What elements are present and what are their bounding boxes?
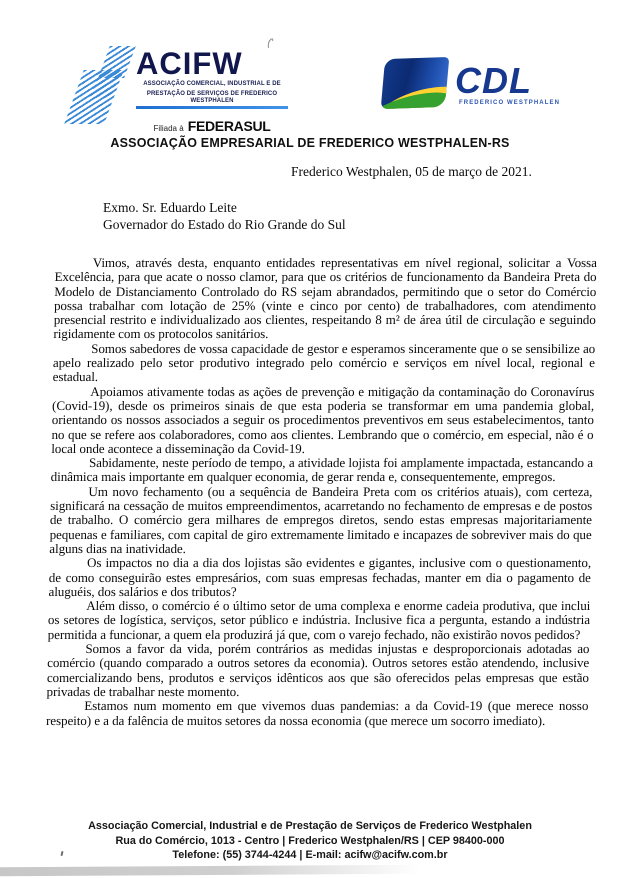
- acifw-text-block: [136, 45, 296, 136]
- cdl-text-block: [455, 60, 561, 106]
- acifw-wordmark: ACIFW: [136, 45, 243, 82]
- addressee-name: Exmo. Sr. Eduardo Leite: [103, 200, 237, 215]
- letter-body: [46, 256, 597, 728]
- letter-paragraph: Somos a favor da vida, porém contrários as medidas injustas e desproporcionais adotadas ao comércio (quando comparado a outros setores da economia). Outros setores estão atendendo, inclusive comercializando bens, produtos e serviços idênticos aos que são oferecidos pelas empresas que estão privadas de trabalhar neste momento.: [46, 641, 590, 699]
- cdl-logo: [383, 56, 563, 122]
- scan-smudge: [266, 37, 275, 55]
- letter-org-title: ASSOCIAÇÃO EMPRESARIAL DE FREDERICO WESTPHALEN-RS: [110, 136, 510, 150]
- letter-paragraph: Sabidamente, neste período de tempo, a atividade lojista foi amplamente impactada, estancando a dinâmica mais importante em qualquer economia, de gerar renda e, consequentemente, empregos.: [50, 455, 594, 485]
- cdl-city-label: FREDERICO WESTPHALEN: [459, 100, 561, 106]
- footer-contact-line: Telefone: (55) 3744-4244 | E-mail: acifw@acifw.com.br: [172, 849, 448, 862]
- acifw-affiliation-prefix: Filiada à: [153, 124, 184, 133]
- letter-paragraph: Somos sabedores de vossa capacidade de gestor e esperamos sinceramente que o se sensibilize ao apelo realizado pelo setor produtivo integrado pelo comércio e serviços em nível local, regional e estadual.: [52, 340, 596, 385]
- letter-paragraph: Os impactos no dia a dia dos lojistas são evidentes e gigantes, inclusive com o questionamento, de como conseguirão estes empresários, com suas empresas fechadas, manter em dia o pagamento de aluguéis, dos salários e dos tributos?: [48, 555, 592, 599]
- letter-paragraph: Estamos num momento em que vivemos duas pandemias: a da Covid-19 (que merece nosso respeito) e a da falência de muitos setores da nossa economia (que merece um socorro imediato).: [45, 698, 589, 728]
- cdl-wordmark: CDL: [455, 60, 532, 101]
- letter-paragraph: Apoiamos ativamente todas as ações de prevenção e mitigação da contaminação do Coronavírus (Covid-19), desde os primeiros sinais de que esta poderia se transformar em uma pandemia global, orientando os nossos associados a seguir os procedimentos preventivos em seus estabelecimentos, tanto no que se refere aos colaboradores, como aos clientes. Lembrando que o comércio, em especial, não é o local onde acontece a disseminação da Covid-19.: [51, 383, 595, 456]
- footer-org-line: Associação Comercial, Industrial e de Prestação de Serviços de Frederico Westphalen: [88, 820, 532, 832]
- scan-band-artifact: [0, 865, 420, 877]
- acifw-affiliation: [136, 118, 288, 136]
- footer-address-line: Rua do Comércio, 1013 - Centro | Frederico Westphalen/RS | CEP 98400-000: [115, 834, 505, 847]
- letter-dateline: Frederico Westphalen, 05 de março de 2021.: [291, 164, 532, 179]
- letter-footer: [0, 819, 620, 863]
- acifw-subtitle-underline: [136, 106, 288, 109]
- letter-paragraph: Vimos, através desta, enquanto entidades representativas em nível regional, solicitar a Vossa Excelência, para que acate o nosso clamor, para que os critérios de funcionamento da Bandeira Preta do Modelo de Distanciamento Controlado do RS sejam abrandados, permitindo que o setor do Comércio possa trabalhar com lotação de 25% (vinte e cinco por cento) de trabalhadores, com atendimento presencial restrito e individualizado aos clientes, respeitando 8 m² de área útil de circulação e seguindo rigidamente com os protocolos sanitários.: [53, 255, 598, 342]
- letter-paragraph: Um novo fechamento (ou a sequência de Bandeira Preta com os critérios atuais), com certeza, significará na cessação de muitos empreendimentos, acarretando no fechamento de empresas e de postos de trabalho. O comércio gera milhares de empregos diretos, sendo estas empresas majoritariamente pequenas e familiares, com capital de giro extremamente limitado e incapazes de sobreviver mais do que alguns dias na inatividade.: [49, 483, 593, 556]
- addressee-role: Governador do Estado do Rio Grande do Sul: [103, 216, 346, 232]
- acifw-subtitle-line2: PRESTAÇÃO DE SERVIÇOS DE FREDERICO WESTPHALEN: [146, 91, 278, 104]
- addressee-block: [103, 200, 346, 233]
- acifw-stripes-icon: [70, 46, 134, 130]
- cdl-flag-icon: [381, 57, 450, 109]
- acifw-logo: [70, 44, 305, 132]
- letter-paragraph: Além disso, o comércio é o último setor de uma complexa e enorme cadeia produtiva, que inclui os setores de logística, serviços, setor público e indústria. Inclusive fica a pergunta, estando a indústria permitida a funcionar, a quem ela produzirá já que, com o varejo fechado, não existirão novos pedidos?: [47, 598, 591, 642]
- acifw-subtitle-line1: ASSOCIAÇÃO COMERCIAL, INDUSTRIAL E DE: [143, 81, 281, 87]
- federasul-wordmark: FEDERASUL: [187, 118, 271, 134]
